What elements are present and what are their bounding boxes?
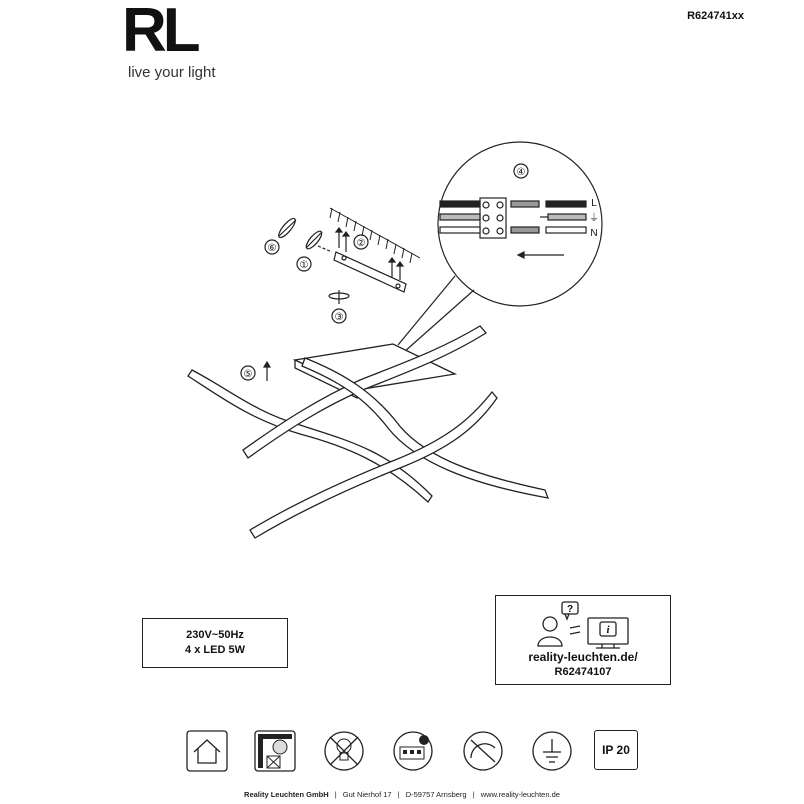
- step-label-3: ③: [334, 312, 344, 323]
- spec-box: [142, 618, 288, 668]
- indoor-use-icon: [186, 730, 228, 772]
- ip-rating-badge: IP 20: [594, 730, 638, 770]
- info-url[interactable]: reality-leuchten.de/: [528, 650, 638, 664]
- logo-tagline: live your light: [128, 64, 216, 81]
- footer: [0, 790, 804, 799]
- footer-separator: |: [397, 790, 400, 799]
- step-label-4: ④: [516, 167, 526, 178]
- step-label-2: ②: [356, 238, 366, 249]
- info-code: R62474107: [554, 666, 612, 678]
- support-icon: [536, 600, 636, 652]
- footer-street: Gut Nierhof 17: [342, 790, 392, 799]
- footer-web[interactable]: www.reality-leuchten.de: [480, 790, 560, 799]
- wire-label-live: L: [591, 198, 597, 209]
- question-mark: ?: [566, 604, 574, 615]
- step-label-1: ①: [299, 260, 309, 271]
- step-label-6: ⑥: [267, 243, 277, 254]
- footer-company: Reality Leuchten GmbH: [244, 790, 329, 799]
- led-module-icon: [392, 730, 434, 772]
- wire-label-neutral: N: [590, 228, 598, 239]
- mounting-surface-icon: [254, 730, 296, 772]
- info-box: [495, 595, 671, 685]
- wire-label-earth: ⏚: [589, 213, 599, 224]
- info-letter: i: [606, 624, 610, 636]
- product-code: R624741xx: [687, 10, 744, 22]
- no-dimmer-icon: [462, 730, 504, 772]
- step-label-5: ⑤: [243, 369, 253, 380]
- spec-led: 4 x LED 5W: [185, 644, 245, 656]
- footer-city: D-59757 Arnsberg: [405, 790, 467, 799]
- led-lamp: [188, 326, 548, 538]
- earth-protection-icon: [531, 730, 573, 772]
- terminal-block: [440, 198, 586, 258]
- spec-voltage: 230V~50Hz: [186, 629, 244, 641]
- logo-mark: RL: [122, 0, 197, 65]
- no-led-replace-icon: [323, 730, 365, 772]
- footer-separator: |: [472, 790, 475, 799]
- footer-separator: |: [334, 790, 337, 799]
